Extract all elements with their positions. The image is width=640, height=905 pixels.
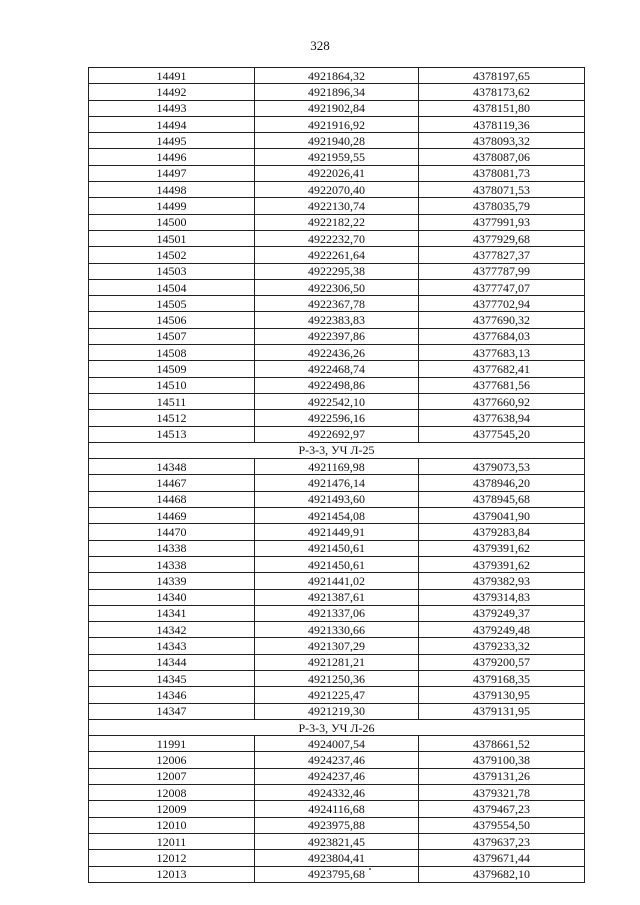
- coordinates-table-body: [89, 68, 585, 883]
- point-number-cell: 14496: [89, 149, 255, 165]
- x-coordinate-cell: 4921169,98: [255, 459, 419, 475]
- table-row: [89, 165, 585, 181]
- y-coordinate-cell: 4377827,37: [419, 247, 585, 263]
- table-row: [89, 426, 585, 442]
- y-coordinate-cell: 4379073,53: [419, 459, 585, 475]
- y-coordinate-cell: 4378081,73: [419, 165, 585, 181]
- x-coordinate-cell: 4924116,68: [255, 801, 419, 817]
- y-coordinate-cell: 4378946,20: [419, 475, 585, 491]
- y-coordinate-cell: 4379041,90: [419, 508, 585, 524]
- y-coordinate-cell: 4378197,65: [419, 68, 585, 84]
- x-coordinate-cell: 4922130,74: [255, 198, 419, 214]
- table-row: [89, 850, 585, 866]
- point-number-cell: 11991: [89, 736, 255, 752]
- y-coordinate-cell: 4377545,20: [419, 426, 585, 442]
- point-number-cell: 14493: [89, 100, 255, 116]
- table-row: [89, 312, 585, 328]
- x-coordinate-cell: 4922383,83: [255, 312, 419, 328]
- y-coordinate-cell: 4379467,23: [419, 801, 585, 817]
- y-coordinate-cell: 4378035,79: [419, 198, 585, 214]
- point-number-cell: 14500: [89, 214, 255, 230]
- table-row: [89, 491, 585, 507]
- table-row: [89, 670, 585, 686]
- x-coordinate-cell: 4921330,66: [255, 622, 419, 638]
- x-coordinate-cell: 4921441,02: [255, 573, 419, 589]
- table-row: [89, 116, 585, 132]
- y-coordinate-cell: 4379391,62: [419, 540, 585, 556]
- table-row: [89, 687, 585, 703]
- point-number-cell: 14508: [89, 345, 255, 361]
- y-coordinate-cell: 4377929,68: [419, 230, 585, 246]
- table-row: [89, 736, 585, 752]
- y-coordinate-cell: 4377683,13: [419, 345, 585, 361]
- y-coordinate-cell: 4379391,62: [419, 556, 585, 572]
- y-coordinate-cell: 4379200,57: [419, 654, 585, 670]
- x-coordinate-cell: 4922070,40: [255, 182, 419, 198]
- scan-speck: [369, 868, 371, 870]
- table-row: [89, 638, 585, 654]
- x-coordinate-cell: 4921449,91: [255, 524, 419, 540]
- point-number-cell: 14512: [89, 410, 255, 426]
- table-row: [89, 296, 585, 312]
- point-number-cell: 12007: [89, 768, 255, 784]
- y-coordinate-cell: 4378661,52: [419, 736, 585, 752]
- point-number-cell: 14510: [89, 377, 255, 393]
- y-coordinate-cell: 4379314,83: [419, 589, 585, 605]
- x-coordinate-cell: 4921454,08: [255, 508, 419, 524]
- x-coordinate-cell: 4922692,97: [255, 426, 419, 442]
- table-row: [89, 214, 585, 230]
- x-coordinate-cell: 4921337,06: [255, 605, 419, 621]
- table-row: [89, 475, 585, 491]
- point-number-cell: 14502: [89, 247, 255, 263]
- table-row: [89, 589, 585, 605]
- x-coordinate-cell: 4923804,41: [255, 850, 419, 866]
- x-coordinate-cell: 4923821,45: [255, 833, 419, 849]
- coordinates-table: [88, 67, 585, 883]
- table-row: [89, 410, 585, 426]
- point-number-cell: 12013: [89, 866, 255, 882]
- x-coordinate-cell: 4924237,46: [255, 768, 419, 784]
- table-row: [89, 149, 585, 165]
- x-coordinate-cell: 4921493,60: [255, 491, 419, 507]
- point-number-cell: 14338: [89, 556, 255, 572]
- x-coordinate-cell: 4921225,47: [255, 687, 419, 703]
- page-number: 328: [310, 38, 330, 53]
- x-coordinate-cell: 4922542,10: [255, 393, 419, 409]
- point-number-cell: 14346: [89, 687, 255, 703]
- y-coordinate-cell: 4379682,10: [419, 866, 585, 882]
- point-number-cell: 14345: [89, 670, 255, 686]
- table-row: [89, 508, 585, 524]
- y-coordinate-cell: 4378945,68: [419, 491, 585, 507]
- y-coordinate-cell: 4379131,26: [419, 768, 585, 784]
- point-number-cell: 14506: [89, 312, 255, 328]
- point-number-cell: 14497: [89, 165, 255, 181]
- x-coordinate-cell: 4922232,70: [255, 230, 419, 246]
- table-row: [89, 279, 585, 295]
- y-coordinate-cell: 4379249,37: [419, 605, 585, 621]
- table-row: [89, 605, 585, 621]
- point-number-cell: 14348: [89, 459, 255, 475]
- y-coordinate-cell: 4378119,36: [419, 116, 585, 132]
- table-row: [89, 68, 585, 84]
- x-coordinate-cell: 4921959,55: [255, 149, 419, 165]
- x-coordinate-cell: 4921387,61: [255, 589, 419, 605]
- point-number-cell: 14344: [89, 654, 255, 670]
- point-number-cell: 14339: [89, 573, 255, 589]
- y-coordinate-cell: 4377681,56: [419, 377, 585, 393]
- y-coordinate-cell: 4377638,94: [419, 410, 585, 426]
- x-coordinate-cell: 4921940,28: [255, 133, 419, 149]
- y-coordinate-cell: 4379321,78: [419, 785, 585, 801]
- section-header: Р-3-3, УЧ Л-25: [89, 442, 585, 458]
- point-number-cell: 14505: [89, 296, 255, 312]
- y-coordinate-cell: 4377991,93: [419, 214, 585, 230]
- y-coordinate-cell: 4379554,50: [419, 817, 585, 833]
- table-row: [89, 84, 585, 100]
- y-coordinate-cell: 4377684,03: [419, 328, 585, 344]
- y-coordinate-cell: 4379671,44: [419, 850, 585, 866]
- point-number-cell: 12012: [89, 850, 255, 866]
- y-coordinate-cell: 4379382,93: [419, 573, 585, 589]
- point-number-cell: 14511: [89, 393, 255, 409]
- y-coordinate-cell: 4378151,80: [419, 100, 585, 116]
- table-row: [89, 524, 585, 540]
- point-number-cell: 12008: [89, 785, 255, 801]
- point-number-cell: 14341: [89, 605, 255, 621]
- x-coordinate-cell: 4921896,34: [255, 84, 419, 100]
- point-number-cell: 12011: [89, 833, 255, 849]
- y-coordinate-cell: 4379168,35: [419, 670, 585, 686]
- point-number-cell: 14495: [89, 133, 255, 149]
- y-coordinate-cell: 4379283,84: [419, 524, 585, 540]
- y-coordinate-cell: 4377660,92: [419, 393, 585, 409]
- y-coordinate-cell: 4379100,38: [419, 752, 585, 768]
- section-header-row: [89, 719, 585, 735]
- point-number-cell: 14347: [89, 703, 255, 719]
- point-number-cell: 14504: [89, 279, 255, 295]
- point-number-cell: 14342: [89, 622, 255, 638]
- point-number-cell: 14498: [89, 182, 255, 198]
- point-number-cell: 14338: [89, 540, 255, 556]
- table-row: [89, 573, 585, 589]
- x-coordinate-cell: 4922436,26: [255, 345, 419, 361]
- point-number-cell: 14501: [89, 230, 255, 246]
- table-row: [89, 247, 585, 263]
- table-row: [89, 785, 585, 801]
- point-number-cell: 12010: [89, 817, 255, 833]
- x-coordinate-cell: 4922182,22: [255, 214, 419, 230]
- y-coordinate-cell: 4378087,06: [419, 149, 585, 165]
- y-coordinate-cell: 4377690,32: [419, 312, 585, 328]
- point-number-cell: 14499: [89, 198, 255, 214]
- table-row: [89, 540, 585, 556]
- point-number-cell: 12009: [89, 801, 255, 817]
- x-coordinate-cell: 4923975,88: [255, 817, 419, 833]
- x-coordinate-cell: 4922261,64: [255, 247, 419, 263]
- x-coordinate-cell: 4922295,38: [255, 263, 419, 279]
- x-coordinate-cell: 4921281,21: [255, 654, 419, 670]
- table-row: [89, 752, 585, 768]
- x-coordinate-cell: 4921219,30: [255, 703, 419, 719]
- y-coordinate-cell: 4377787,99: [419, 263, 585, 279]
- x-coordinate-cell: 4922026,41: [255, 165, 419, 181]
- y-coordinate-cell: 4377682,41: [419, 361, 585, 377]
- y-coordinate-cell: 4379131,95: [419, 703, 585, 719]
- point-number-cell: 14343: [89, 638, 255, 654]
- point-number-cell: 12006: [89, 752, 255, 768]
- table-row: [89, 817, 585, 833]
- x-coordinate-cell: 4921450,61: [255, 540, 419, 556]
- x-coordinate-cell: 4924237,46: [255, 752, 419, 768]
- table-row: [89, 654, 585, 670]
- x-coordinate-cell: 4921450,61: [255, 556, 419, 572]
- table-row: [89, 866, 585, 882]
- section-header-row: [89, 442, 585, 458]
- y-coordinate-cell: 4379249,48: [419, 622, 585, 638]
- x-coordinate-cell: 4921902,84: [255, 100, 419, 116]
- table-row: [89, 230, 585, 246]
- x-coordinate-cell: 4922397,86: [255, 328, 419, 344]
- x-coordinate-cell: 4923795,68: [255, 866, 419, 882]
- point-number-cell: 14468: [89, 491, 255, 507]
- point-number-cell: 14470: [89, 524, 255, 540]
- table-row: [89, 703, 585, 719]
- point-number-cell: 14340: [89, 589, 255, 605]
- table-row: [89, 198, 585, 214]
- table-row: [89, 133, 585, 149]
- y-coordinate-cell: 4377702,94: [419, 296, 585, 312]
- table-row: [89, 556, 585, 572]
- table-row: [89, 377, 585, 393]
- x-coordinate-cell: 4924007,54: [255, 736, 419, 752]
- x-coordinate-cell: 4922498,86: [255, 377, 419, 393]
- table-row: [89, 263, 585, 279]
- x-coordinate-cell: 4924332,46: [255, 785, 419, 801]
- table-row: [89, 393, 585, 409]
- table-row: [89, 833, 585, 849]
- x-coordinate-cell: 4922596,16: [255, 410, 419, 426]
- point-number-cell: 14509: [89, 361, 255, 377]
- x-coordinate-cell: 4921916,92: [255, 116, 419, 132]
- point-number-cell: 14507: [89, 328, 255, 344]
- point-number-cell: 14491: [89, 68, 255, 84]
- y-coordinate-cell: 4378071,53: [419, 182, 585, 198]
- point-number-cell: 14469: [89, 508, 255, 524]
- y-coordinate-cell: 4378173,62: [419, 84, 585, 100]
- x-coordinate-cell: 4921250,36: [255, 670, 419, 686]
- table-row: [89, 768, 585, 784]
- table-row: [89, 622, 585, 638]
- point-number-cell: 14492: [89, 84, 255, 100]
- table-row: [89, 801, 585, 817]
- table-row: [89, 459, 585, 475]
- table-row: [89, 328, 585, 344]
- x-coordinate-cell: 4921307,29: [255, 638, 419, 654]
- y-coordinate-cell: 4379637,23: [419, 833, 585, 849]
- table-row: [89, 361, 585, 377]
- y-coordinate-cell: 4378093,32: [419, 133, 585, 149]
- x-coordinate-cell: 4922468,74: [255, 361, 419, 377]
- y-coordinate-cell: 4379233,32: [419, 638, 585, 654]
- point-number-cell: 14503: [89, 263, 255, 279]
- point-number-cell: 14494: [89, 116, 255, 132]
- y-coordinate-cell: 4377747,07: [419, 279, 585, 295]
- section-header: Р-3-3, УЧ Л-26: [89, 719, 585, 735]
- table-row: [89, 345, 585, 361]
- x-coordinate-cell: 4921476,14: [255, 475, 419, 491]
- table-row: [89, 100, 585, 116]
- x-coordinate-cell: 4921864,32: [255, 68, 419, 84]
- point-number-cell: 14467: [89, 475, 255, 491]
- x-coordinate-cell: 4922367,78: [255, 296, 419, 312]
- point-number-cell: 14513: [89, 426, 255, 442]
- y-coordinate-cell: 4379130,95: [419, 687, 585, 703]
- table-row: [89, 182, 585, 198]
- x-coordinate-cell: 4922306,50: [255, 279, 419, 295]
